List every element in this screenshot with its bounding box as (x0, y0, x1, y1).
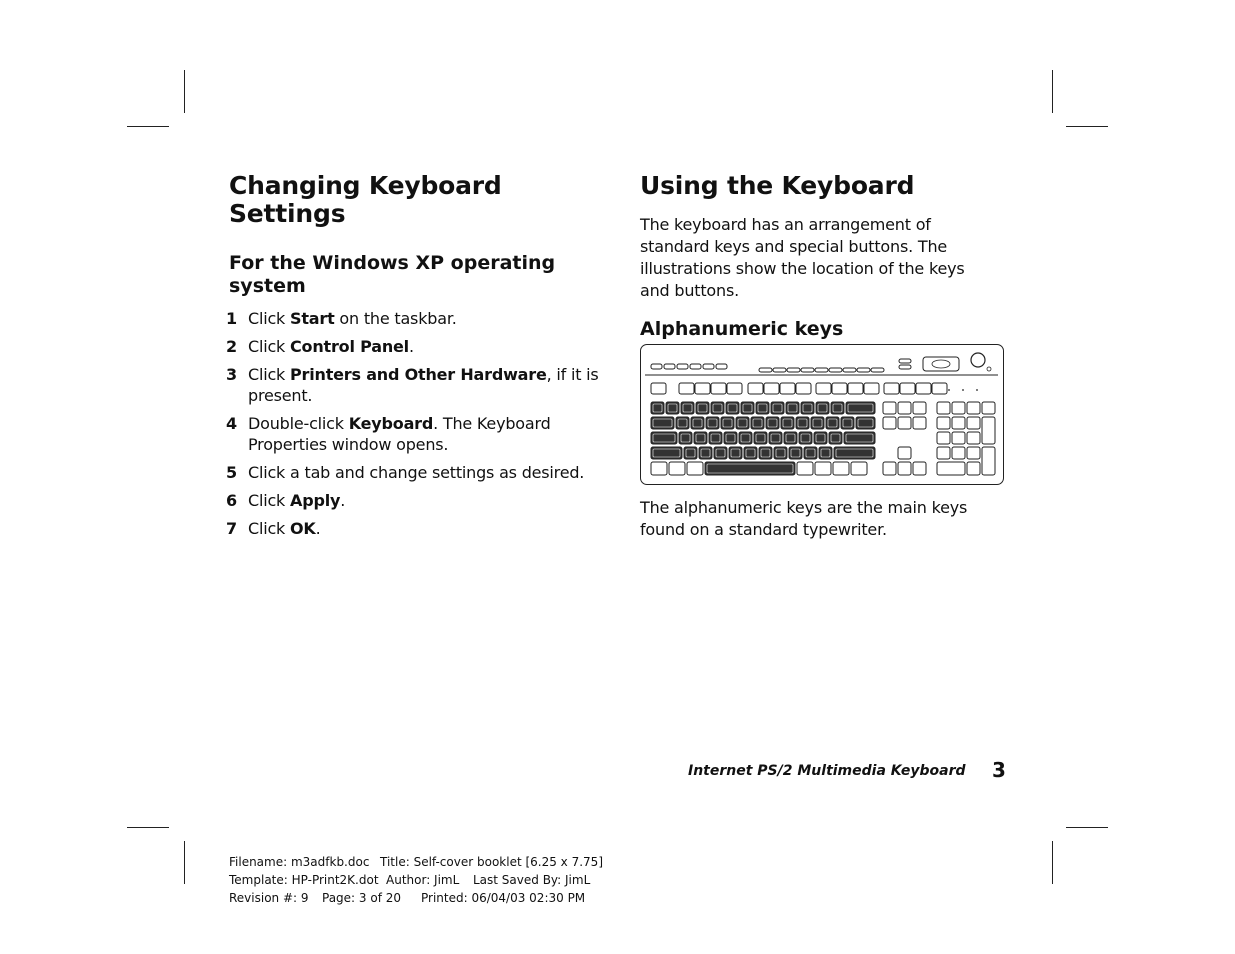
keyboard-key (900, 383, 915, 394)
crop-mark (184, 841, 185, 884)
keyboard-key (982, 402, 995, 414)
keyboard-key (773, 368, 786, 372)
keyboard-key (916, 383, 931, 394)
keyboard-key (848, 383, 863, 394)
keyboard-key (937, 447, 950, 459)
keyboard-key (952, 432, 965, 444)
right-column (640, 172, 1010, 341)
meta-filename: Filename: m3adfkb.doc (229, 855, 370, 869)
keyboard-key (913, 402, 926, 414)
keyboard-key (787, 368, 800, 372)
keyboard-key (651, 364, 662, 369)
keyboard-key (967, 447, 980, 459)
keyboard-key (967, 462, 980, 475)
keyboard-key (677, 364, 688, 369)
keyboard-key (711, 383, 726, 394)
footer-title: Internet PS/2 Multimedia Keyboard (688, 763, 966, 779)
keyboard-key (716, 364, 727, 369)
keyboard-key (727, 383, 742, 394)
keyboard-key (816, 383, 831, 394)
section-title-keyboard-settings: Changing Keyboard Settings (229, 171, 502, 228)
keyboard-key (796, 383, 811, 394)
crop-mark (127, 827, 169, 828)
keyboard-key (801, 368, 814, 372)
keyboard-key (883, 417, 896, 429)
keyboard-key (651, 462, 667, 475)
meta-last-saved: Last Saved By: JimL (473, 873, 591, 887)
keyboard-key (913, 462, 926, 475)
keyboard-key (899, 359, 911, 363)
keyboard-key (871, 368, 884, 372)
keyboard-key (898, 462, 911, 475)
intro-paragraph: The keyboard has an arrangement of standard keys and special buttons. The illustrations show the location of the keys and buttons. (640, 215, 965, 300)
crop-mark (127, 126, 169, 127)
section-title-using-keyboard: Using the Keyboard (640, 171, 915, 200)
keyboard-key (913, 417, 926, 429)
keyboard-key (932, 383, 947, 394)
keyboard-key (832, 383, 847, 394)
crop-mark (1066, 827, 1108, 828)
keyboard-key (937, 462, 965, 475)
step-item: 1 Click Start on the taskbar. (226, 309, 457, 328)
keyboard-key (884, 383, 899, 394)
keyboard-key (952, 417, 965, 429)
keyboard-key (937, 402, 950, 414)
keyboard-key (679, 383, 694, 394)
keyboard-key (759, 368, 772, 372)
crop-mark (1052, 70, 1053, 113)
keyboard-illustration (640, 344, 1004, 485)
keyboard-key (967, 402, 980, 414)
step-item: 4 Double-click Keyboard. The Keyboard Properties window opens. (226, 414, 551, 454)
crop-mark (1066, 126, 1108, 127)
keyboard-key (664, 364, 675, 369)
keyboard-key (967, 417, 980, 429)
keyboard-key (982, 447, 995, 475)
step-item: 6 Click Apply. (226, 491, 346, 510)
keyboard-key (898, 402, 911, 414)
step-item: 2 Click Control Panel. (226, 337, 414, 356)
meta-printed: Printed: 06/04/03 02:30 PM (421, 891, 586, 905)
keyboard-key (967, 432, 980, 444)
keyboard-key (764, 383, 779, 394)
step-item: 3 Click Printers and Other Hardware, if it is present. (226, 365, 599, 405)
crop-mark (184, 70, 185, 113)
meta-title: Title: Self-cover booklet [6.25 x 7.75] (380, 855, 603, 869)
left-column (226, 171, 599, 546)
step-item: 5 Click a tab and change settings as desired. (226, 463, 585, 482)
keyboard-key (952, 402, 965, 414)
subsection-title-alphanumeric: Alphanumeric keys (640, 318, 844, 340)
keyboard-key (703, 364, 714, 369)
meta-revision: Revision #: 9 (229, 891, 309, 905)
keyboard-key (898, 447, 911, 459)
keyboard-key (833, 462, 849, 475)
keyboard-key (937, 432, 950, 444)
keyboard-key (864, 383, 879, 394)
keyboard-key (815, 462, 831, 475)
keyboard-key (952, 447, 965, 459)
keyboard-key (843, 368, 856, 372)
subsection-title-windows-xp: For the Windows XP operating system (229, 252, 556, 297)
meta-page: Page: 3 of 20 (322, 891, 402, 905)
keyboard-key (815, 368, 828, 372)
keyboard-key (690, 364, 701, 369)
keyboard-key (898, 417, 911, 429)
keyboard-key (780, 383, 795, 394)
keyboard-key (695, 383, 710, 394)
keyboard-key (851, 462, 867, 475)
keyboard-drawing (641, 345, 1002, 483)
step-item: 7 Click OK. (226, 519, 321, 538)
keyboard-key (797, 462, 813, 475)
crop-mark (1052, 841, 1053, 884)
keyboard-key (687, 462, 703, 475)
keyboard-key (857, 368, 870, 372)
keyboard-key (829, 368, 842, 372)
steps-list (226, 308, 599, 539)
meta-author: Author: JimL (386, 873, 460, 887)
document-metadata (229, 853, 603, 907)
keyboard-key (883, 402, 896, 414)
page-number: 3 (992, 758, 1006, 782)
keyboard-key (651, 383, 666, 394)
keyboard-key (669, 462, 685, 475)
keyboard-key (899, 365, 911, 369)
keyboard-key (748, 383, 763, 394)
keyboard-key (937, 417, 950, 429)
keyboard-key (883, 462, 896, 475)
keyboard-key (982, 417, 995, 444)
meta-template: Template: HP-Print2K.dot (229, 873, 379, 887)
keyboard-caption: The alphanumeric keys are the main keys found on a standard typewriter. (640, 498, 968, 539)
